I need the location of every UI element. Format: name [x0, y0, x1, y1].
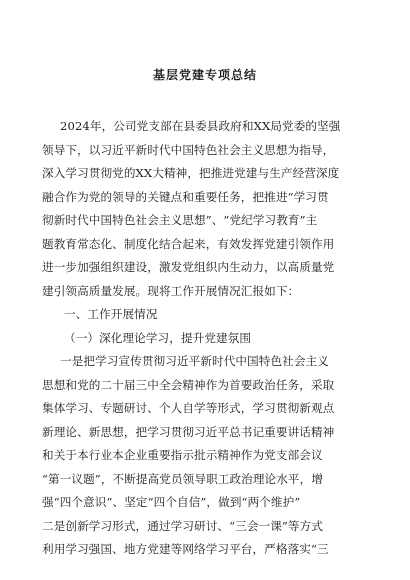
paragraph-line: 利用学习强国、地方党建等网络学习平台，严格落实“三: [42, 542, 329, 556]
paragraph-line: 题教育常态化、制度化结合起来，有效发挥党建引领作用: [42, 236, 335, 251]
section-heading: 一、工作开展情况: [64, 307, 158, 321]
paragraph-line: 强“四个意识”、坚定“四个自信”，做到“两个维护”: [42, 495, 301, 509]
paragraph-line: 融合作为党的领导的关键点和重要任务，把推进“学习贯: [42, 189, 329, 204]
document-title: 基层党建专项总结: [152, 68, 257, 82]
paragraph-line: 思想和党的二十届三中全会精神作为首要政治任务，采取: [42, 377, 335, 392]
paragraph-line: 深入学习贯彻党的XX大精神，把推进党建与生产经营深度: [42, 166, 340, 180]
document-body: [42, 115, 368, 562]
paragraph-line: 进一步加强组织建设，激发党组织内生动力，以高质量党: [42, 260, 335, 274]
paragraph-line: 2024年，公司党支部在县委县政府和XX局党委的坚强: [60, 119, 341, 133]
paragraph-line: 新理论、新思想，把学习贯彻习近平总书记重要讲话精神: [42, 424, 335, 439]
paragraph-line: 一是把学习宣传贯彻习近平新时代中国特色社会主义: [60, 354, 329, 368]
paragraph-line: 建引领高质量发展。现将工作开展情况汇报如下：: [42, 283, 300, 298]
paragraph-line: 和关于本行业本企业重要指示批示精神作为党支部会议: [42, 448, 323, 462]
paragraph-line: 彻新时代中国特色社会主义思想”、“党纪学习教育”主: [42, 213, 318, 227]
paragraph-line: 二是创新学习形式，通过学习研讨、“三会一课”等方式: [42, 518, 324, 533]
paragraph-line: “第一议题”，不断提高党员领导职工政治理论水平，增: [42, 471, 324, 486]
paragraph-line: 集体学习、专题研讨、个人自学等形式，学习贯彻新观点: [42, 401, 335, 415]
subsection-heading: （一）深化理论学习，提升党建氛围: [64, 330, 252, 345]
paragraph-line: 领导下，以习近平新时代中国特色社会主义思想为指导，: [42, 142, 335, 157]
